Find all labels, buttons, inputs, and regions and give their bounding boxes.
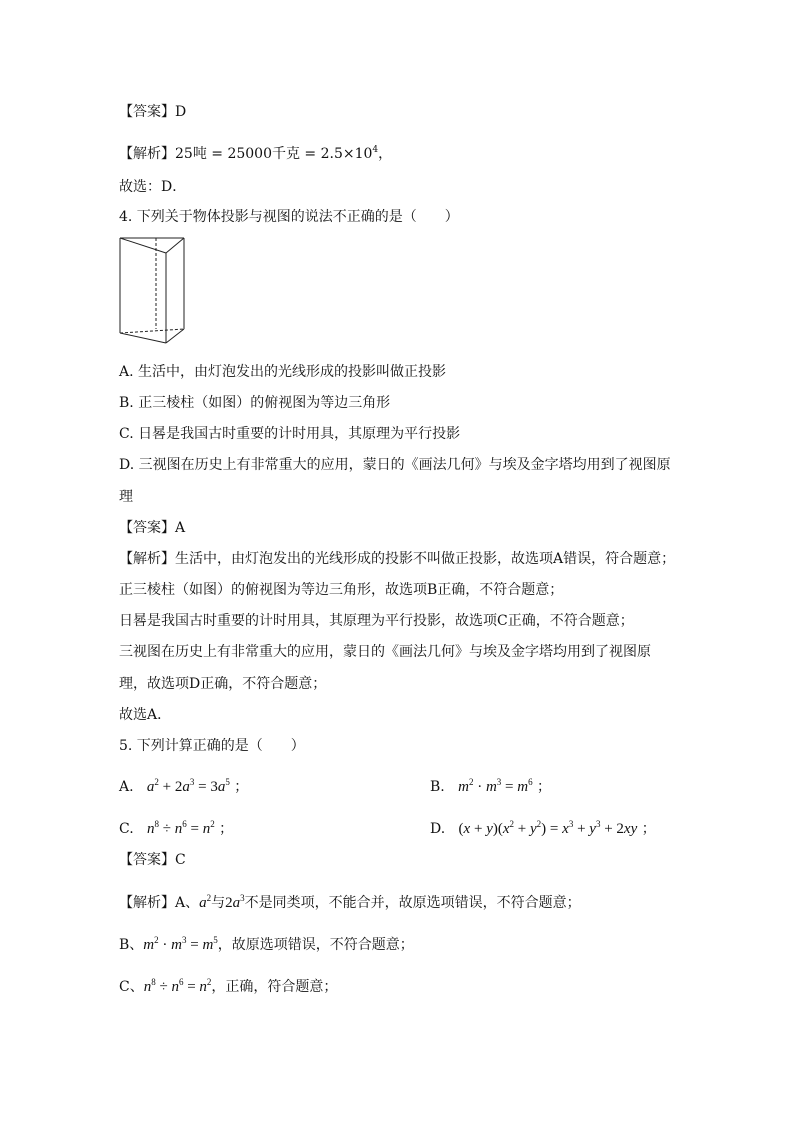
- option-5a-formula: $a^2 + 2a^3 = 3a^5$: [146, 777, 230, 795]
- explanation-q5-line2: B、$m^2 \cdot m^3 = m^5$，故原选项错误，不符合题意；: [119, 935, 414, 953]
- option-5c: C. $n^8 \div n^6 = n^2$ ；: [119, 819, 234, 837]
- explanation-q4-line3: 日晷是我国古时重要的计时用具，其原理为平行投影，故选项C正确，不符合题意；: [119, 613, 634, 629]
- option-5b: B. $m^2 \cdot m^3 = m^6$ ；: [430, 777, 552, 795]
- explanation-q3: 【解析】25吨 = 25000千克 = $2.5\times 10^4$，: [119, 145, 393, 162]
- explanation-q4-line2: 正三棱柱（如图）的俯视图为等边三角形，故选项B正确，不符合题意；: [119, 582, 564, 598]
- option-5d: D. $(x + y)(x^2 + y^2) = x^3 + y^3 + 2xy$ ；: [430, 819, 656, 837]
- option-5a: A. $a^2 + 2a^3 = 3a^5$ ；: [119, 777, 249, 795]
- answer-q5: 【答案】C: [119, 852, 186, 868]
- triangular-prism-figure: [118, 235, 188, 345]
- option-5d-formula: $(x + y)(x^2 + y^2) = x^3 + y^3 + 2xy$: [458, 819, 638, 837]
- selection-q3: 故选：D．: [119, 179, 187, 195]
- question-5: 5. 下列计算正确的是（ ）: [119, 738, 305, 754]
- option-4d-line2: 理: [119, 489, 133, 505]
- question-4: 4. 下列关于物体投影与视图的说法不正确的是（ ）: [119, 209, 459, 225]
- selection-q4: 故选A．: [119, 707, 172, 723]
- answer-q3: 【答案】D: [119, 104, 187, 120]
- explanation-q5-line1: 【解析】A、$a^2$与$2a^3$不是同类项，不能合并，故原选项错误，不符合题意；: [119, 893, 581, 911]
- option-4a: A. 生活中，由灯泡发出的光线形成的投影叫做正投影: [119, 364, 447, 380]
- explanation-q4-line5: 理，故选项D正确，不符合题意；: [119, 676, 327, 692]
- option-5b-formula: $m^2 \cdot m^3 = m^6$: [458, 777, 533, 795]
- explanation-q4-line4: 三视图在历史上有非常重大的应用，蒙日的《画法几何》与埃及金字塔均用到了视图原: [119, 644, 651, 660]
- answer-q4: 【答案】A: [119, 520, 186, 536]
- option-4d-line1: D. 三视图在历史上有非常重大的应用，蒙日的《画法几何》与埃及金字塔均用到了视图原: [119, 457, 671, 473]
- explanation-q5-line3: C、$n^8 \div n^6 = n^2$，正确，符合题意；: [119, 977, 338, 995]
- option-4c: C. 日晷是我国古时重要的计时用具，其原理为平行投影: [119, 426, 461, 442]
- option-5c-formula: $n^8 \div n^6 = n^2$: [147, 819, 215, 837]
- explanation-q4-line1: 【解析】生活中，由灯泡发出的光线形成的投影不叫做正投影，故选项A错误，符合题意；: [119, 551, 676, 567]
- option-4b: B. 正三棱柱（如图）的俯视图为等边三角形: [119, 395, 391, 411]
